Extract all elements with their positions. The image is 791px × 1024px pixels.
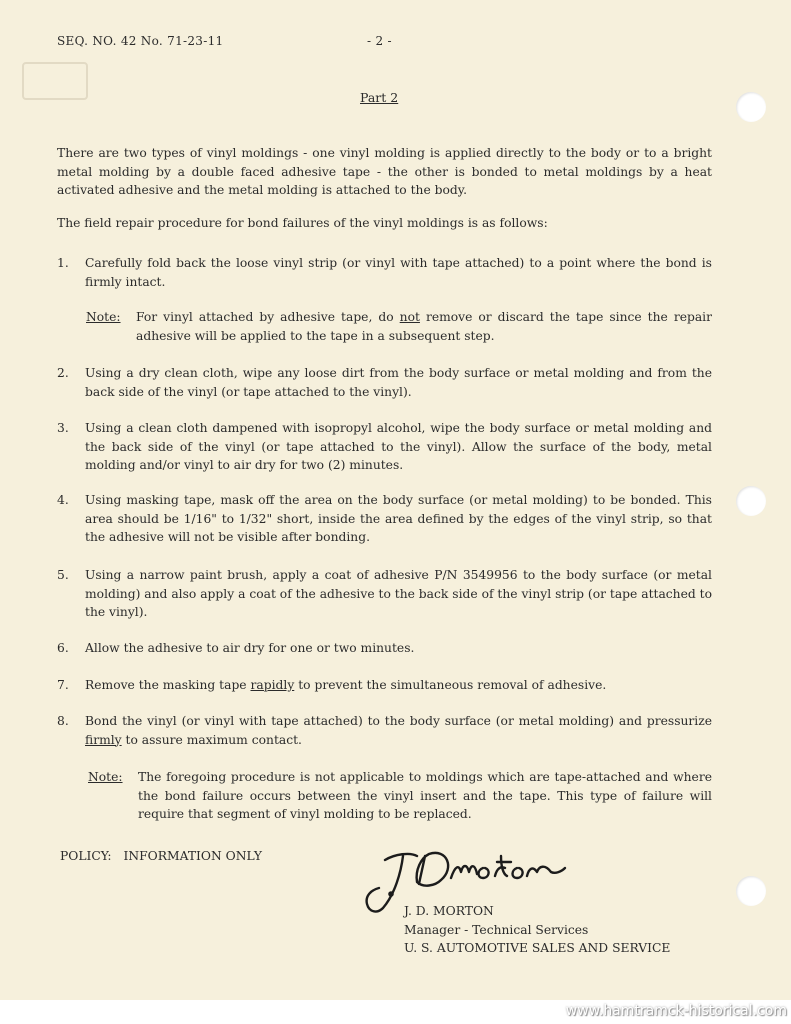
step-number: 6. <box>57 641 69 655</box>
step-text: Allow the adhesive to air dry for one or two minutes. <box>85 641 415 655</box>
binder-hole-top <box>736 92 766 122</box>
step-text: Using a clean cloth dampened with isopropyl alcohol, wipe the body surface or metal molding and the back side of the vinyl (or tape attached to the vinyl). Allow the surface of the body, metal molding and/or vinyl to air dry for two (2) minutes. <box>85 421 712 473</box>
step-text: Using a narrow paint brush, apply a coat of adhesive P/N 3549956 to the body surface (or metal molding) and also apply a coat of the adhesive to the back side of the vinyl strip (or tape attached to the vinyl). <box>85 568 712 620</box>
step-number: 4. <box>57 493 69 507</box>
intro-paragraph <box>57 144 712 200</box>
page-header <box>57 34 392 48</box>
page-number: - 2 - <box>367 34 392 48</box>
step-number: 7. <box>57 678 69 692</box>
binder-hole-bottom <box>736 876 766 906</box>
step-number: 2. <box>57 366 69 380</box>
step-3 <box>57 419 712 475</box>
step-1 <box>57 254 712 291</box>
step-text: Using a dry clean cloth, wipe any loose dirt from the body surface or metal molding and from the back side of the vinyl (or tape attached to the vinyl). <box>85 366 712 399</box>
emphasis-firmly: firmly <box>85 732 122 747</box>
signer-name: J. D. MORTON <box>404 904 494 918</box>
step-7 <box>57 676 712 695</box>
step-6 <box>57 639 712 658</box>
emphasis-rapidly: rapidly <box>250 678 295 692</box>
binder-hole-middle <box>736 486 766 516</box>
note-text: The foregoing procedure is not applicable to moldings which are tape-attached and where the bond failure occurs between the vinyl insert and the tape. This type of failure will require that segment of vinyl molding to be replaced. <box>138 770 712 822</box>
intro-text: There are two types of vinyl moldings - one vinyl molding is applied directly to the body or to a bright metal molding by a double faced adhesive tape - the other is bonded to metal moldings by a heat activated adhesive and the metal molding is attached to the body. <box>57 146 712 198</box>
bleed-through-logo <box>22 62 88 100</box>
emphasis-not: not <box>399 310 420 324</box>
step-number: 8. <box>57 714 69 728</box>
step-number: 5. <box>57 568 69 582</box>
note-tape <box>86 308 712 345</box>
step-4 <box>57 491 712 547</box>
step-8 <box>57 712 712 749</box>
policy-line <box>60 849 262 863</box>
step-number: 1. <box>57 256 69 270</box>
note-label: Note: <box>86 310 121 324</box>
step-2 <box>57 364 712 401</box>
step-text: Remove the masking tape rapidly to prevent the simultaneous removal of adhesive. <box>85 678 607 692</box>
step-text: Carefully fold back the loose vinyl strip (or vinyl with tape attached) to a point where the bond is firmly intact. <box>85 256 712 289</box>
part-title: Part 2 <box>360 90 399 105</box>
watermark: www.hamtramck-historical.com <box>565 1003 787 1019</box>
step-number: 3. <box>57 421 69 435</box>
note-text: For vinyl attached by adhesive tape, do not remove or discard the tape since the repair adhesive will be applied to the tape in a subsequent step. <box>136 310 712 343</box>
note-applicability <box>88 768 712 824</box>
signature-block <box>404 902 670 958</box>
step-text: Using masking tape, mask off the area on the body surface (or metal molding) to be bonded. This area should be 1/16" to 1/32" short, inside the area defined by the edges of the vinyl strip, so that the adhesive will not be visible after bonding. <box>85 493 712 545</box>
step-5 <box>57 566 712 622</box>
policy-value: INFORMATION ONLY <box>123 849 262 863</box>
procedure-intro: The field repair procedure for bond failures of the vinyl moldings is as follows: <box>57 216 548 230</box>
bleed-through-title <box>300 80 310 115</box>
signer-title: Manager - Technical Services <box>404 922 589 937</box>
sequence-number: SEQ. NO. 42 No. 71-23-11 <box>57 34 224 48</box>
note-label: Note: <box>88 770 123 784</box>
signer-organization: U. S. AUTOMOTIVE SALES AND SERVICE <box>404 941 671 955</box>
step-text: Bond the vinyl (or vinyl with tape attached) to the body surface (or metal molding) and pressurize firmly to assure maximum contact. <box>85 714 712 747</box>
policy-label: POLICY: <box>60 849 112 863</box>
